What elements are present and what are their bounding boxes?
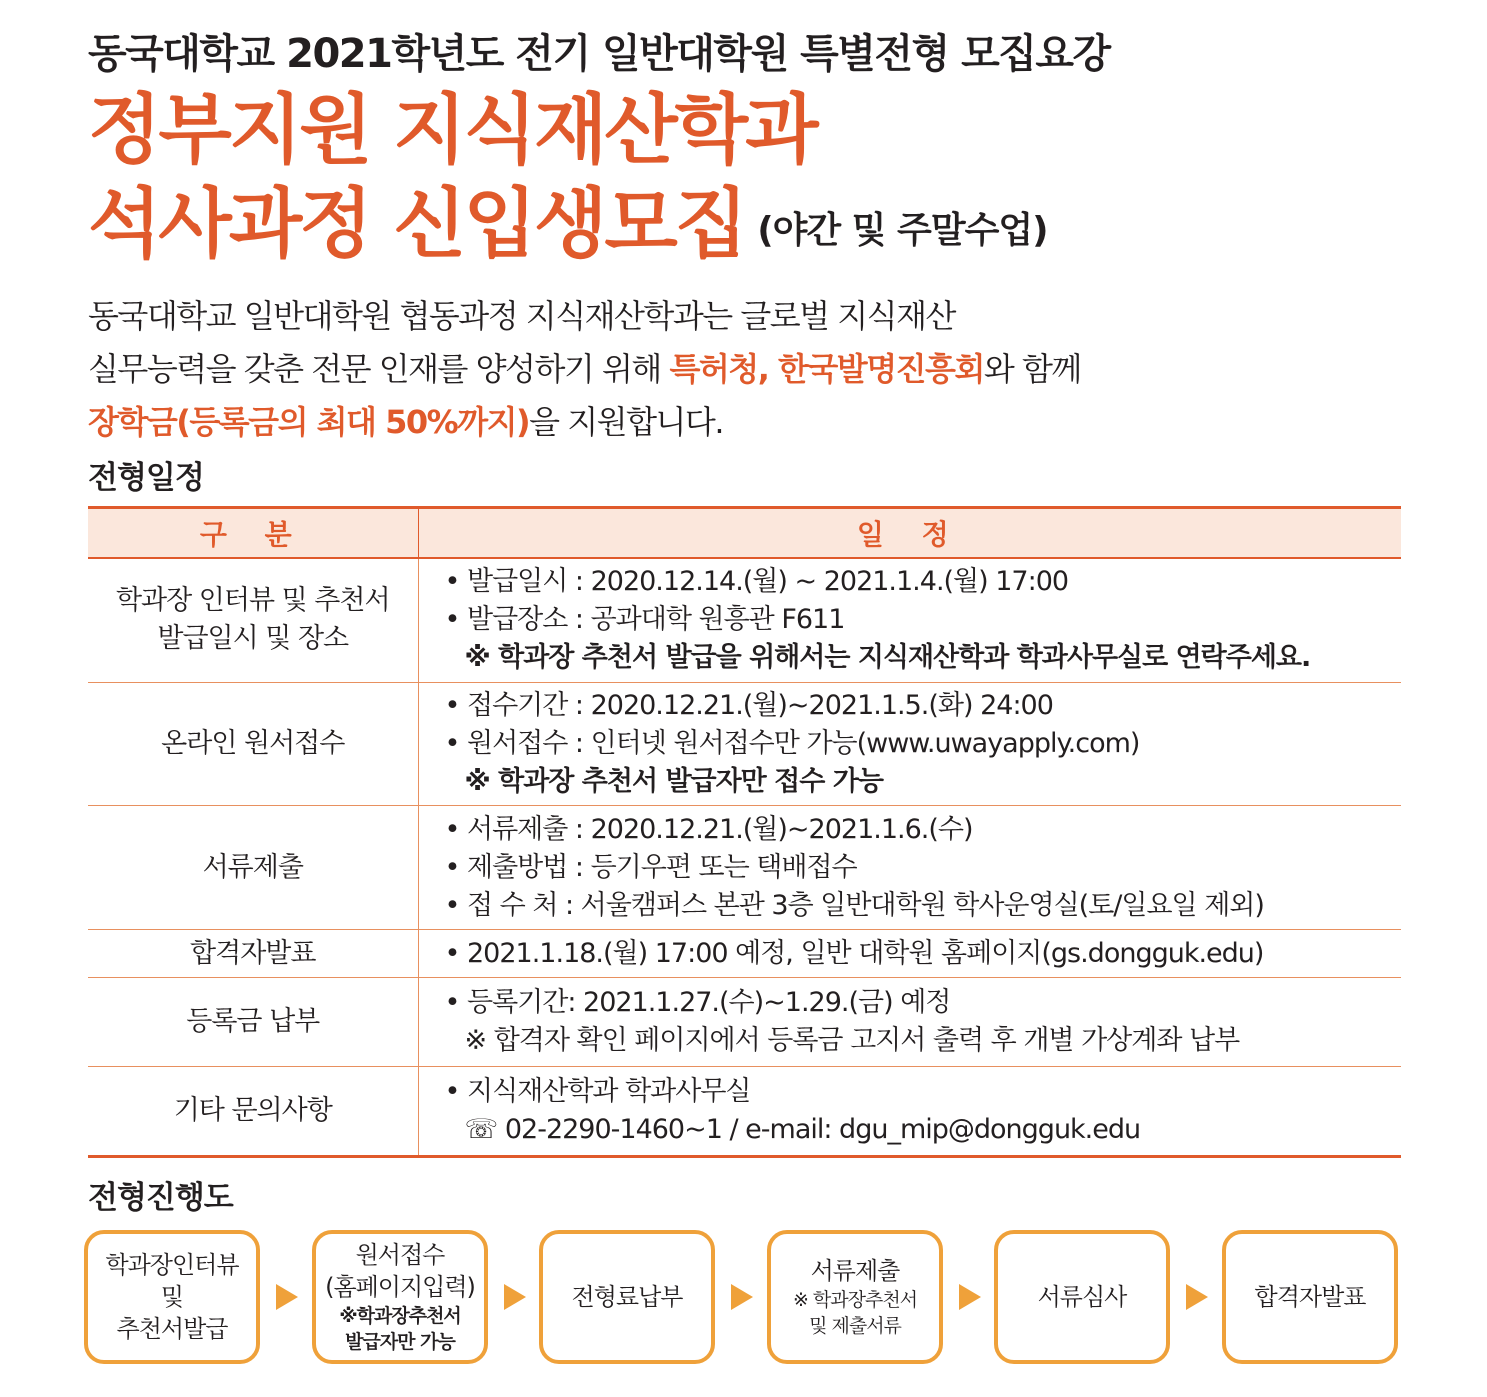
step-line: 추천서발급 — [116, 1315, 228, 1343]
detail-line: • 발급장소 : 공과대학 원흥관 F611 — [444, 604, 845, 636]
detail-line: • 서류제출 : 2020.12.21.(월)~2021.1.6.(수) — [444, 813, 973, 845]
row-detail — [418, 1067, 1401, 1157]
row-detail — [418, 930, 1401, 978]
step-line: 서류심사 — [1037, 1283, 1127, 1311]
step-line: 학과장인터뷰 — [105, 1251, 239, 1279]
step-line: 합격자발표 — [1254, 1283, 1366, 1311]
step-note: ※ 학과장추천서 — [792, 1289, 918, 1311]
process-step-fee — [539, 1230, 715, 1364]
process-step-documents — [767, 1230, 943, 1364]
table-row — [88, 978, 1401, 1067]
row-category: 서류제출 — [88, 806, 418, 930]
row-category: 온라인 원서접수 — [88, 683, 418, 806]
table-row — [88, 1067, 1401, 1157]
row-category: 등록금 납부 — [88, 978, 418, 1067]
row-category: 합격자발표 — [88, 930, 418, 978]
step-line: 전형료납부 — [571, 1283, 683, 1311]
process-step-application — [312, 1230, 488, 1364]
detail-note: ※ 합격자 확인 페이지에서 등록금 고지서 출력 후 개별 가상계좌 납부 — [464, 1025, 1240, 1056]
process-section-title: 전형진행도 — [88, 1180, 233, 1216]
main-title-sub: (야간 및 주말수업) — [757, 210, 1048, 251]
step-line: 및 — [160, 1283, 184, 1311]
step-note: ※학과장추천서 — [339, 1305, 461, 1327]
schedule-section-title: 전형일정 — [88, 460, 204, 496]
step-line: 원서접수 — [355, 1241, 445, 1269]
detail-line: • 접수기간 : 2020.12.21.(월)~2021.1.5.(화) 24:00 — [444, 690, 1053, 721]
intro-line3 — [88, 396, 1081, 449]
detail-line: • 발급일시 : 2020.12.14.(월) ~ 2021.1.4.(월) 17:00 — [444, 566, 1069, 598]
table-row — [88, 806, 1401, 930]
intro-line2 — [88, 343, 1081, 396]
detail-note: ※ 학과장 추천서 발급을 위해서는 지식재산학과 학과사무실로 연락주세요. — [464, 642, 1311, 674]
intro-line3-highlight: 장학금(등록금의 최대 50%까지) — [88, 403, 530, 441]
intro-line2-highlight: 특허청, 한국발명진흥회 — [669, 350, 984, 388]
arrow-right-icon — [276, 1284, 298, 1310]
detail-line: • 원서접수 : 인터넷 원서접수만 가능(www.uwayapply.com) — [444, 728, 1140, 759]
intro-line1: 동국대학교 일반대학원 협동과정 지식재산학과는 글로벌 지식재산 — [88, 297, 955, 335]
process-step-interview — [84, 1230, 260, 1364]
table-row — [88, 683, 1401, 806]
intro-line2-b: 와 함께 — [983, 350, 1081, 388]
process-step-announcement — [1222, 1230, 1398, 1364]
row-category-line: 발급일시 및 장소 — [157, 623, 349, 655]
top-title: 동국대학교 2021학년도 전기 일반대학원 특별전형 모집요강 — [88, 31, 1110, 77]
intro-line2-a: 실무능력을 갖춘 전문 인재를 양성하기 위해 — [88, 350, 670, 388]
detail-line: • 지식재산학과 학과사무실 — [444, 1076, 751, 1107]
schedule-header-row — [88, 508, 1401, 558]
row-detail — [418, 978, 1401, 1067]
row-detail — [418, 683, 1401, 806]
intro-text — [88, 290, 1081, 449]
step-note: 및 제출서류 — [809, 1315, 901, 1337]
detail-note: ※ 학과장 추천서 발급자만 접수 가능 — [464, 766, 883, 797]
detail-line: • 제출방법 : 등기우편 또는 택배접수 — [444, 851, 857, 883]
column-header-schedule: 일 정 — [418, 508, 1401, 558]
schedule-table — [88, 506, 1401, 1158]
arrow-right-icon — [1186, 1284, 1208, 1310]
detail-line: • 등록기간: 2021.1.27.(수)~1.29.(금) 예정 — [444, 987, 951, 1018]
arrow-right-icon — [731, 1284, 753, 1310]
main-title-line2: 석사과정 신입생모집 — [88, 179, 746, 268]
row-category — [88, 558, 418, 683]
row-category-line: 학과장 인터뷰 및 추천서 — [115, 585, 390, 617]
process-flow — [84, 1230, 1400, 1364]
detail-line: • 2021.1.18.(월) 17:00 예정, 일반 대학원 홈페이지(gs.dongguk.edu) — [444, 937, 1264, 969]
detail-line: • 접 수 처 : 서울캠퍼스 본관 3층 일반대학원 학사운영실(토/일요일 제외) — [444, 889, 1264, 921]
arrow-right-icon — [504, 1284, 526, 1310]
step-line: 서류제출 — [810, 1257, 900, 1285]
contact-line: ☏ 02-2290-1460~1 / e-mail: dgu_mip@dongguk.edu — [464, 1114, 1141, 1145]
row-detail — [418, 558, 1401, 683]
arrow-right-icon — [959, 1284, 981, 1310]
main-title-line2-wrap — [88, 179, 1048, 268]
intro-line3-b: 을 지원합니다. — [529, 403, 723, 441]
table-row — [88, 558, 1401, 683]
table-row — [88, 930, 1401, 978]
main-title-line1: 정부지원 지식재산학과 — [88, 85, 816, 174]
process-step-review — [994, 1230, 1170, 1364]
step-note: 발급자만 가능 — [345, 1331, 455, 1353]
row-category: 기타 문의사항 — [88, 1067, 418, 1157]
step-line: (홈페이지입력) — [325, 1273, 475, 1301]
column-header-category: 구 분 — [88, 508, 418, 558]
row-detail — [418, 806, 1401, 930]
